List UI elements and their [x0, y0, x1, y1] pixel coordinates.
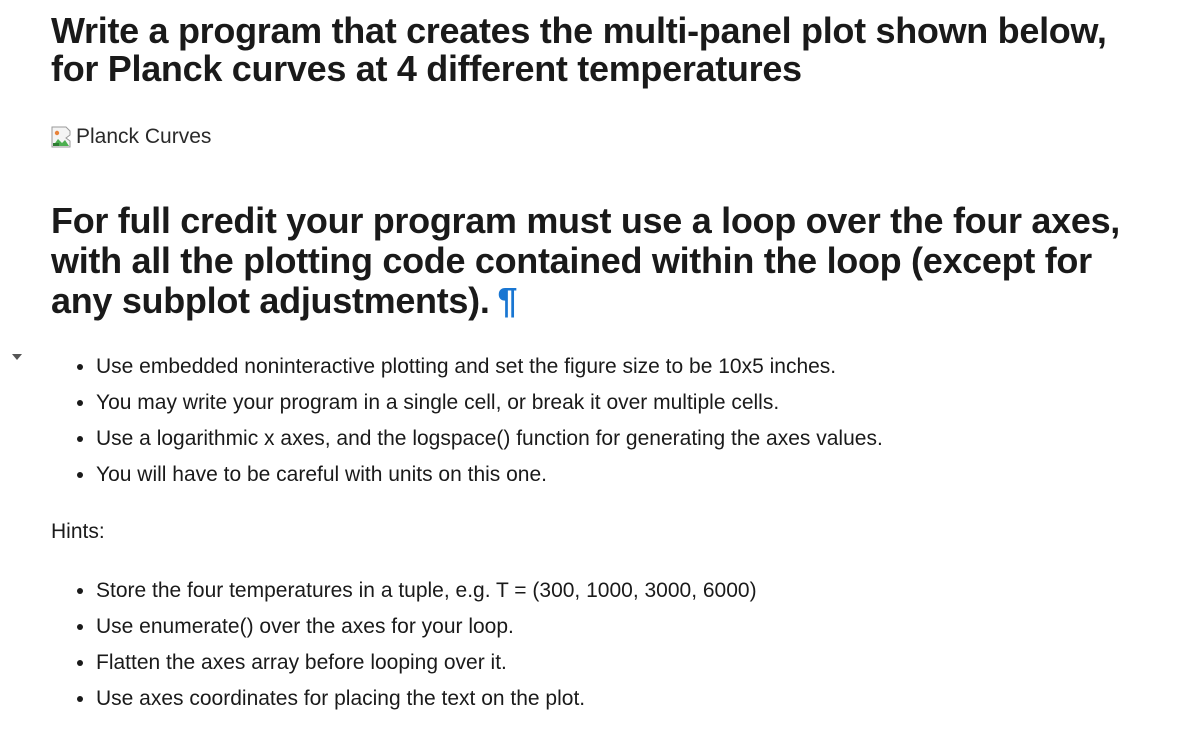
- list-item: • Use axes coordinates for placing the text on the plot.: [96, 681, 757, 717]
- list-item: • You will have to be careful with units on this one.: [96, 457, 883, 493]
- credit-heading-line-2: with all the plotting code contained within the loop (except for: [51, 240, 1092, 281]
- hints-list: [76, 573, 757, 717]
- hints-label: Hints:: [51, 520, 105, 543]
- credit-heading-line-3: any subplot adjustments).: [51, 280, 490, 321]
- credit-heading-line-1: For full credit your program must use a loop over the four axes,: [51, 200, 1121, 241]
- image-alt-text: Planck Curves: [76, 125, 212, 148]
- list-item: • Use a logarithmic x axes, and the logspace() function for generating the axes values.: [96, 421, 883, 457]
- requirements-list: [76, 349, 883, 493]
- list-item: • Use embedded noninteractive plotting and set the figure size to be 10x5 inches.: [96, 349, 883, 385]
- list-item: • Use enumerate() over the axes for your loop.: [96, 609, 757, 645]
- credit-requirement-heading: [51, 201, 1120, 321]
- assignment-title-line-2: for Planck curves at 4 different temperatures: [51, 48, 802, 89]
- assignment-title: [51, 12, 1107, 88]
- assignment-title-line-1: Write a program that creates the multi-panel plot shown below,: [51, 10, 1107, 51]
- list-item: • You may write your program in a single cell, or break it over multiple cells.: [96, 385, 883, 421]
- heading-anchor-link[interactable]: ¶: [497, 280, 518, 321]
- list-item: • Store the four temperatures in a tuple, e.g. T = (300, 1000, 3000, 6000): [96, 573, 757, 609]
- planck-curves-image: [51, 122, 211, 152]
- list-item: • Flatten the axes array before looping over it.: [96, 645, 757, 681]
- collapse-toggle-icon[interactable]: [12, 354, 22, 360]
- broken-image-icon: [51, 126, 75, 148]
